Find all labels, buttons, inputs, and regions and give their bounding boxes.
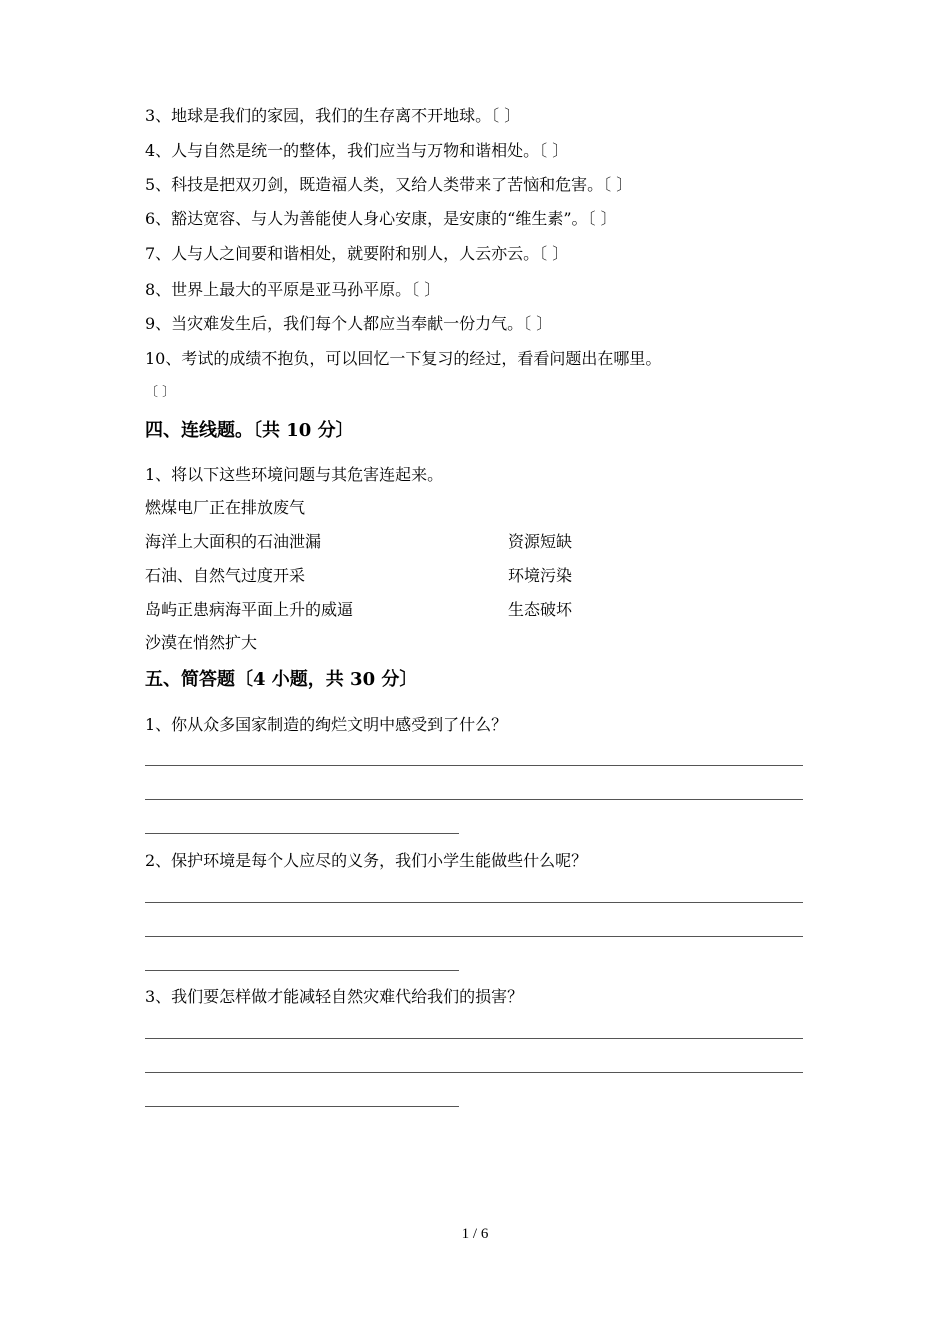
answer-line[interactable]: [145, 1038, 803, 1039]
judgement-item-4: 4、人与自然是统一的整体，我们应当与万物和谐相处。〔 〕: [145, 141, 569, 160]
match-left-item: 燃煤电厂正在排放废气: [145, 498, 306, 517]
judgement-item-5: 5、科技是把双刃剑，既造福人类，又给人类带来了苦恼和危害。〔 〕: [145, 175, 633, 194]
judgement-item-8: 8、世界上最大的平原是亚马孙平原。〔 〕: [145, 280, 441, 299]
match-right-item: 生态破坏: [508, 600, 573, 619]
match-left-item: 石油、自然气过度开采: [145, 566, 306, 585]
judgement-item-6: 6、豁达宽容、与人为善能使人身心安康，是安康的“维生素”。〔 〕: [145, 209, 617, 228]
match-right-item: 资源短缺: [508, 532, 573, 551]
answer-line[interactable]: [145, 902, 803, 903]
answer-line[interactable]: [145, 799, 803, 800]
answer-line[interactable]: [145, 936, 803, 937]
short-answer-question-3: 3、我们要怎样做才能减轻自然灾难代给我们的损害？: [145, 987, 524, 1006]
section-4-title: 四、连线题。〔共 10 分〕: [145, 420, 354, 441]
answer-line[interactable]: [145, 1072, 803, 1073]
short-answer-question-2: 2、保护环境是每个人应尽的义务，我们小学生能做些什么呢？: [145, 851, 588, 870]
answer-line[interactable]: [145, 833, 459, 834]
match-left-item: 沙漠在悄然扩大: [145, 633, 258, 652]
match-left-item: 岛屿正患病海平面上升的威逼: [145, 600, 354, 619]
judgement-item-7: 7、人与人之间要和谐相处，就要附和别人，人云亦云。〔 〕: [145, 244, 569, 263]
judgement-item-10-blank: 〔 〕: [145, 385, 176, 400]
section-5-title: 五、简答题〔4 小题，共 30 分〕: [145, 669, 418, 690]
section-4-question: 1、将以下这些环境问题与其危害连起来。: [145, 465, 444, 484]
answer-line[interactable]: [145, 1106, 459, 1107]
answer-line[interactable]: [145, 970, 459, 971]
judgement-item-10: 10、考试的成绩不抱负，可以回忆一下复习的经过，看看问题出在哪里。: [145, 349, 662, 368]
judgement-item-9: 9、当灾难发生后，我们每个人都应当奉献一份力气。〔 〕: [145, 314, 553, 333]
match-right-item: 环境污染: [508, 566, 573, 585]
match-left-item: 海洋上大面积的石油泄漏: [145, 532, 322, 551]
answer-line[interactable]: [145, 765, 803, 766]
page-number: 1 / 6: [461, 1226, 489, 1242]
judgement-item-3: 3、地球是我们的家园，我们的生存离不开地球。〔 〕: [145, 106, 521, 125]
short-answer-question-1: 1、你从众多国家制造的绚烂文明中感受到了什么？: [145, 715, 508, 734]
